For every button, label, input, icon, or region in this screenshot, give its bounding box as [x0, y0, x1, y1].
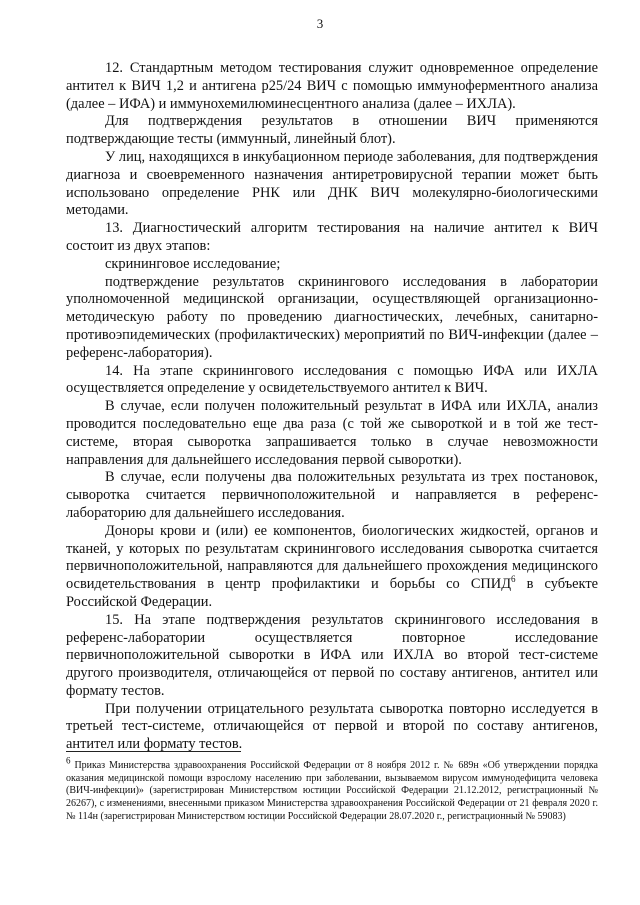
paragraph-positive-result: В случае, если получен положительный результат в ИФА или ИХЛА, анализ проводится последовательно еще два раза (с той же сывороткой и в той же тест-системе, вторая сыворотка запрашивается только в случае невозможности направления для дальнейшего исследования первой сыворотки).	[66, 398, 598, 468]
paragraph-13: 13. Диагностический алгоритм тестирования на наличие антител к ВИЧ состоит из двух этапов:	[66, 220, 598, 254]
paragraph-two-positive: В случае, если получены два положительных результата из трех постановок, сыворотка считается первичноположительной и направляется в референс-лабораторию для дальнейшего исследования.	[66, 469, 598, 521]
footnote-number: 6	[66, 755, 71, 766]
footnote-reference: 6	[511, 574, 516, 585]
footnote	[66, 755, 598, 824]
paragraph-incubation: У лиц, находящихся в инкубационном периоде заболевания, для подтверждения диагноза и своевременного назначения антиретровирусной терапии может быть использовано определение РНК или ДНК ВИЧ молекулярно-биологическими методами.	[66, 148, 598, 219]
paragraph-14: 14. На этапе скринингового исследования с помощью ИФА или ИХЛА осуществляется определение у освидетельствуемого антител к ВИЧ.	[66, 362, 598, 397]
paragraph-screening-item: скрининговое исследование;	[105, 255, 281, 272]
paragraph-15: 15. На этапе подтверждения результатов скринингового исследования в референс-лаборатории осуществляется повторное исследование первичноположительной сыворотки в ИФА или ИХЛА во второй тест-системе другого производителя, отличающейся от первой по составу антигенов, антител или формату тестов.	[66, 611, 598, 699]
paragraph-confirmation-item: подтверждение результатов скринингового исследования в лаборатории уполномоченной медицинской организации, осуществляющей организационно-методическую работу по проведению диагностических, лечебных, санитарно-противоэпидемических (профилактических) мероприятий по ВИЧ-инфекции (далее – референс-лаборатория).	[66, 273, 598, 361]
document-body	[66, 60, 598, 754]
paragraph-confirmation-tests: Для подтверждения результатов в отношении ВИЧ применяются подтверждающие тесты (иммунный, линейный блот).	[66, 113, 598, 148]
footnote-separator	[66, 751, 241, 752]
page-number: 3	[316, 16, 324, 31]
paragraph-12: 12. Стандартным методом тестирования служит одновременное определение антител к ВИЧ 1,2 и антигена p25/24 ВИЧ с помощью иммуноферментного анализа (далее – ИФА) и иммунохемилюминесцентного анализа (далее – ИХЛА).	[66, 60, 598, 112]
footnote-text: Приказ Министерства здравоохранения Российской Федерации от 8 ноября 2012 г. № 689н «Об утверждении порядка оказания медицинской помощи взрослому населению при заболевании, вызываемом вирусом иммунодефицита человека (ВИЧ-инфекции)» (зарегистрирован Министерством юстиции Российской Федерации 21.12.2012, регистрационный № 26267), с изменениями, внесенными приказом Министерства здравоохранения Российской Федерации от 21 февраля 2020 г. № 114н (зарегистрирован Министерством юстиции Российской Федерации 28.07.2020 г., регистрационный № 59083)	[66, 760, 598, 822]
donors-text: Доноры крови и (или) ее компонентов, биологических жидкостей, органов и тканей, у которых по результатам скринингового исследования сыворотка считается первичноположительной, направляются для дальнейшего прохождения медицинского освидетельствования в центр профилактики и борьбы со СПИД	[66, 522, 598, 593]
donors-text-end: в субъекте Российской Федерации.	[66, 576, 599, 610]
paragraph-negative-result: При получении отрицательного результата сыворотка повторно исследуется в третьей тест-системе, отличающейся от первой и второй по составу антигенов, антител или формату тестов.	[66, 700, 598, 753]
paragraph-donors	[66, 523, 598, 612]
